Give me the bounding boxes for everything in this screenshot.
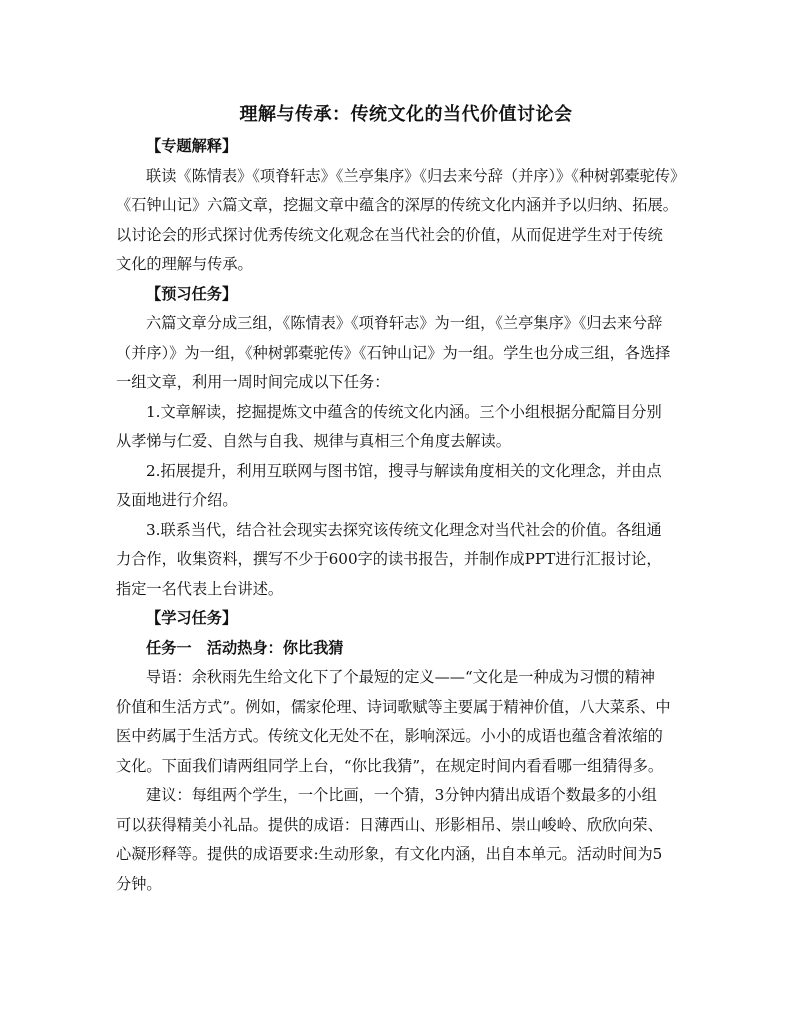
text-line: 3.联系当代，结合社会现实去探究该传统文化理念对当代社会的价值。各组通 [146,520,662,539]
task-item-1 [116,398,696,457]
paragraph-zhuanti [116,162,696,280]
text-line: 从孝悌与仁爱、自然与自我、规律与真相三个角度去解读。 [116,432,511,450]
text-line: 以讨论会的形式探讨优秀传统文化观念在当代社会的价值，从而促进学生对于传统 [116,225,663,244]
text-line: 文化的理解与传承。 [116,255,253,273]
text-line: 六篇文章分成三组，《陈情表》《项脊轩志》为一组，《兰亭集序》《归去来兮辞 [146,314,663,332]
text-line: 指定一名代表上台讲述。 [116,579,284,598]
text-line: （并序）》为一组，《种树郭橐驼传》《石钟山记》为一组。学生也分成三组，各选择 [116,343,671,362]
text-line: 可以获得精美小礼品。提供的成语：日薄西山、形影相吊、崇山峻岭、欣欣向荣、 [116,815,663,834]
section-heading-xuexi: 【学习任务】 [146,609,238,627]
document-title: 理解与传承：传统文化的当代价值讨论会 [239,104,573,125]
text-line: 及面地进行介绍。 [116,491,238,509]
text-line: 导语：余秋雨先生给文化下了个最短的定义——“文化是一种成为习惯的精神 [146,668,655,686]
task-item-2 [116,457,696,516]
document-page [116,100,696,899]
section-heading-zhuanti: 【专题解释】 [146,137,238,155]
paragraph-suggestion [116,781,696,899]
text-line: 心凝形释等。提供的成语要求:生动形象，有文化内涵，出自本单元。活动时间为5 [116,845,663,863]
text-line: 医中药属于生活方式。传统文化无处不在，影响深远。小小的成语也蕴含着浓缩的 [116,727,663,745]
task-item-3 [116,516,696,605]
text-line: 1.文章解读，挖掘提炼文中蕴含的传统文化内涵。三个小组根据分配篇目分别 [146,402,662,421]
section-heading-yuxi: 【预习任务】 [146,284,238,303]
text-line: 联读《陈情表》《项脊轩志》《兰亭集序》《归去来兮辞（并序）》《种树郭橐驼传》 [146,166,686,185]
paragraph-intro [116,663,696,781]
text-line: 力合作，收集资料，撰写不少于600字的读书报告，并制作成PPT进行汇报讨论， [116,550,662,568]
task1-heading: 任务一 活动热身：你比我猜 [146,638,344,657]
text-line: 建议：每组两个学生，一个比画，一个猜，3分钟内猜出成语个数最多的小组 [146,786,657,804]
text-line: 2.拓展提升，利用互联网与图书馆，搜寻与解读角度相关的文化理念，并由点 [146,461,662,480]
text-line: 一组文章，利用一周时间完成以下任务： [116,373,390,391]
paragraph-yuxi [116,309,696,398]
text-line: 文化。下面我们请两组同学上台，“你比我猜”，在规定时间内看看哪一组猜得多。 [116,756,664,775]
text-line: 分钟。 [116,874,162,893]
text-line: 《石钟山记》六篇文章，挖掘文章中蕴含的深厚的传统文化内涵并予以归纳、拓展。 [116,196,678,214]
text-line: 价值和生活方式”。例如，儒家伦理、诗词歌赋等主要属于精神价值，八大菜系、中 [116,697,671,716]
